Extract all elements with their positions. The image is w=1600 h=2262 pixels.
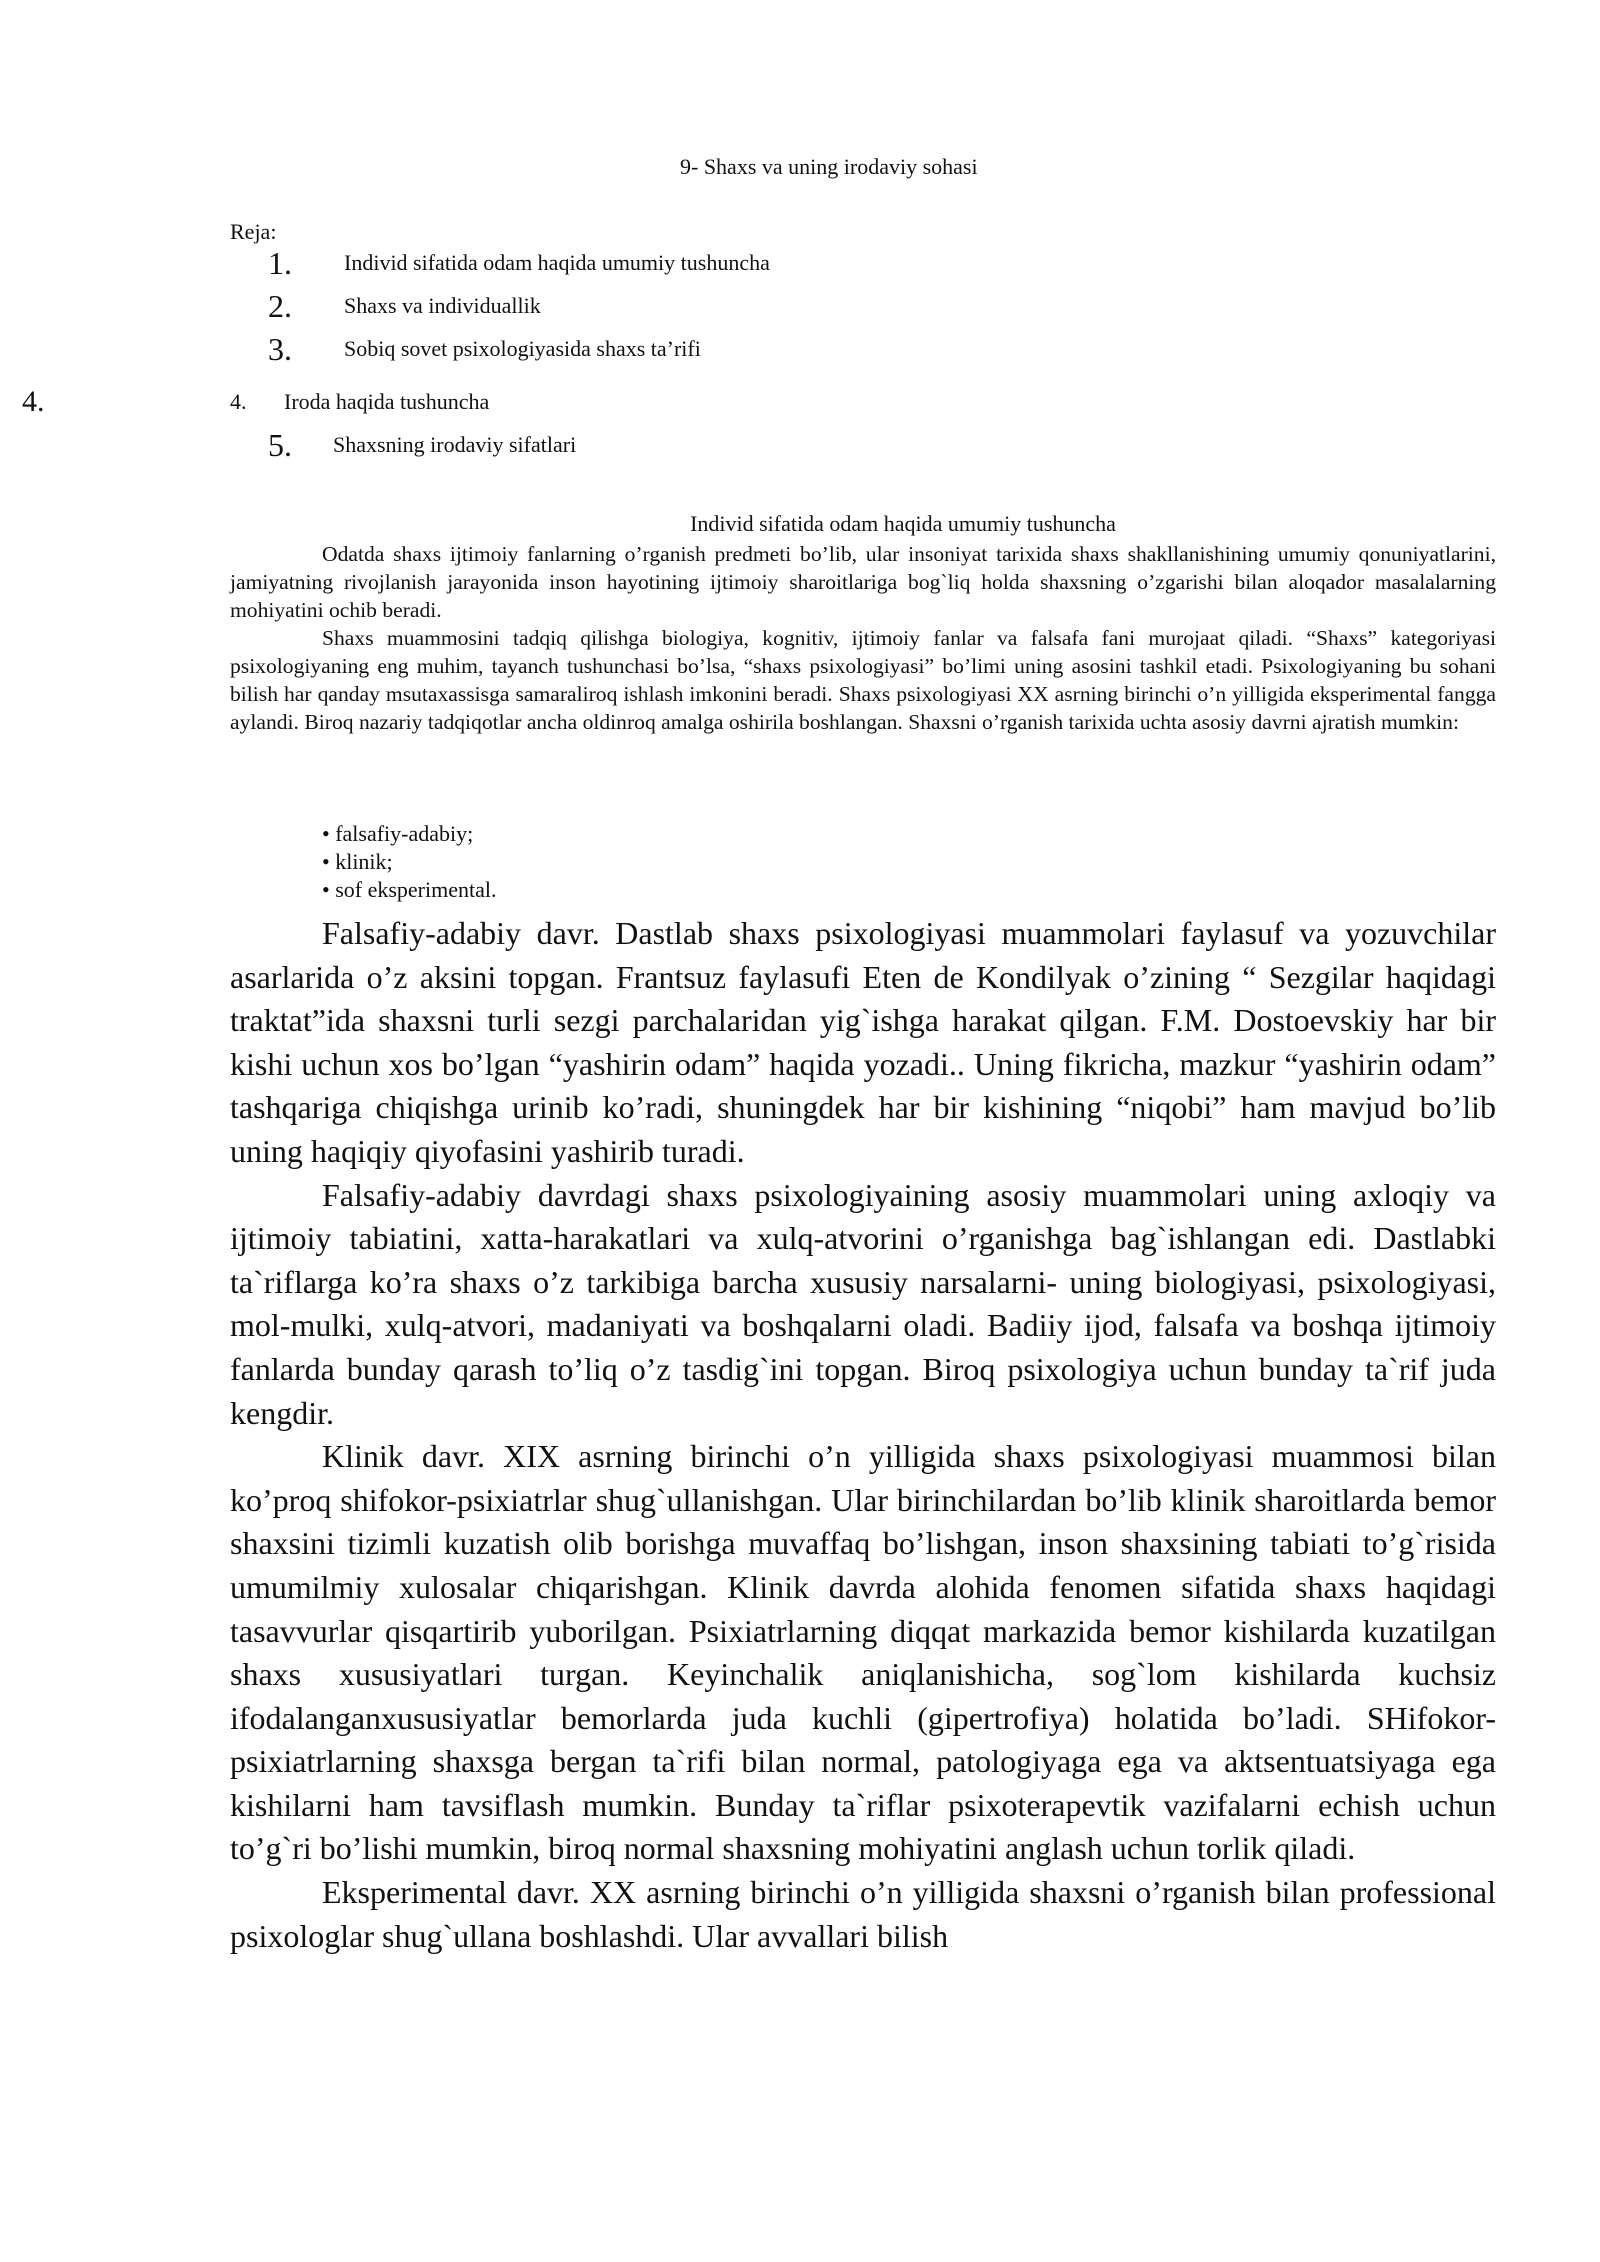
bullet-item: • klinik;: [322, 849, 393, 874]
plan-item-number: 4.: [230, 389, 247, 414]
paragraph: Falsafiy-adabiy davrdagi shaxs psixologiyaining asosiy muammolari uning axloqiy va ijtimoiy tabiatini, xatta-harakatlari va xulq-atvorini o’rganishga bag`ishlangan edi. Dastlabki ta`riflarga ko’ra shaxs o’z tarkibiga barcha xususiy narsalarni- uning biologiyasi, psixologiyasi, mol-mulki, xulq-atvori, madaniyati va boshqalarni oladi. Badiiy ijod, falsafa va boshqa ijtimoiy fanlarda bunday qarash to’liq o’z tasdig`ini topgan. Biroq psixologiya uchun bunday ta`rif juda kengdir.: [230, 1176, 1496, 1431]
paragraph: Falsafiy-adabiy davr. Dastlab shaxs psixologiyasi muammolari faylasuf va yozuvchilar asarlarida o’z aksini topgan. Frantsuz faylasufi Eten de Kondilyak o’zining “ Sezgilar haqidagi traktat”ida shaxsni turli sezgi parchalaridan yig`ishga harakat qilgan. F.M. Dostoevskiy har bir kishi uchun xos bo’lgan “yashirin odam” haqida yozadi.. Uning fikricha, mazkur “yashirin odam” tashqariga chiqishga urinib ko’radi, shuningdek har bir kishining “niqobi” ham mavjud bo’lib uning haqiqiy qiyofasini yashirib turadi.: [230, 915, 1496, 1169]
paragraph: Eksperimental davr. XX asrning birinchi o’n yilligida shaxsni o’rganish bilan professional psixologlar shug`ullana boshlashdi. Ular avvallari bilish: [230, 1874, 1496, 1954]
period-bullet-list: [322, 820, 497, 904]
plan-item-number: 5.: [268, 427, 292, 463]
margin-list-number: 4.: [22, 385, 45, 418]
bullet-item: • falsafiy-adabiy;: [322, 821, 474, 846]
plan-item-text: Iroda haqida tushuncha: [284, 389, 490, 414]
plan-label: Reja:: [230, 219, 277, 244]
paragraph: Klinik davr. XIX asrning birinchi o’n yilligida shaxs psixologiyasi muammosi bilan ko’proq shifokor-psixiatrlar shug`ullanishgan. Ular birinchilardan bo’lib klinik sharoitlarda bemor shaxsini tizimli kuzatish olib borishga muvaffaq bo’lishgan, inson shaxsining tabiati to’g`risida umumilmiy xulosalar chiqarishgan. Klinik davrda alohida fenomen sifatida shaxs haqidagi tasavvurlar qisqartirib yuborilgan. Psixiatrlarning diqqat markazida bemor kishilarda kuzatilgan shaxs xususiyatlari turgan. Keyinchalik aniqlanishicha, sog`lom kishilarda kuchsiz ifodalanganxususiyatlar bemorlarda juda kuchli (gipertrofiya) holatida bo’ladi. SHifokor-psixiatrlarning shaxsga bergan ta`rifi bilan normal, patologiyaga ega va aktsentuatsiyaga ega kishilarni ham tavsiflash mumkin. Bunday ta`riflar psixoterapevtik vazifalarni echish uchun to’g`ri bo’lishi mumkin, biroq normal shaxsning mohiyatini anglash uchun torlik qiladi.: [230, 1438, 1496, 1867]
plan-item-text: Shaxsning irodaviy sifatlari: [333, 432, 577, 457]
intro-text-block: [230, 540, 1496, 736]
plan-item-number: 3.: [268, 331, 292, 367]
plan-item-number: 2.: [268, 288, 292, 324]
paragraph: Odatda shaxs ijtimoiy fanlarning o’rganish predmeti bo’lib, ular insoniyat tarixida shaxs shakllanishining umumiy qonuniyatlarini, jamiyatning rivojlanish jarayonida inson hayotining ijtimoiy sharoitlariga bog`liq holda shaxsning o’zgarishi bilan aloqador masalalarning mohiyatini ochib beradi.: [230, 542, 1496, 622]
plan-item-number: 1.: [268, 245, 292, 281]
section-heading: Individ sifatida odam haqida umumiy tushuncha: [690, 511, 1116, 536]
plan-item-text: Shaxs va individuallik: [344, 293, 541, 318]
bullet-item: • sof eksperimental.: [322, 877, 497, 902]
main-text-block: [230, 912, 1496, 1958]
document-title: 9- Shaxs va uning irodaviy sohasi: [680, 154, 978, 179]
plan-item-text: Sobiq sovet psixologiyasida shaxs ta’rifi: [344, 336, 701, 361]
paragraph: Shaxs muammosini tadqiq qilishga biologiya, kognitiv, ijtimoiy fanlar va falsafa fani murojaat qiladi. “Shaxs” kategoriyasi psixologiyaning eng muhim, tayanch tushunchasi bo’lsa, “shaxs psixologiyasi” bo’limi uning asosini tashkil etadi. Psixologiyaning bu sohani bilish har qanday msutaxassisga samaraliroq ishlash imkonini beradi. Shaxs psixologiyasi XX asrning birinchi o’n yilligida eksperimental fangga aylandi. Biroq nazariy tadqiqotlar ancha oldinroq amalga oshirila boshlangan. Shaxsni o’rganish tarixida uchta asosiy davrni ajratish mumkin:: [230, 626, 1496, 734]
plan-item-text: Individ sifatida odam haqida umumiy tushuncha: [344, 250, 770, 275]
